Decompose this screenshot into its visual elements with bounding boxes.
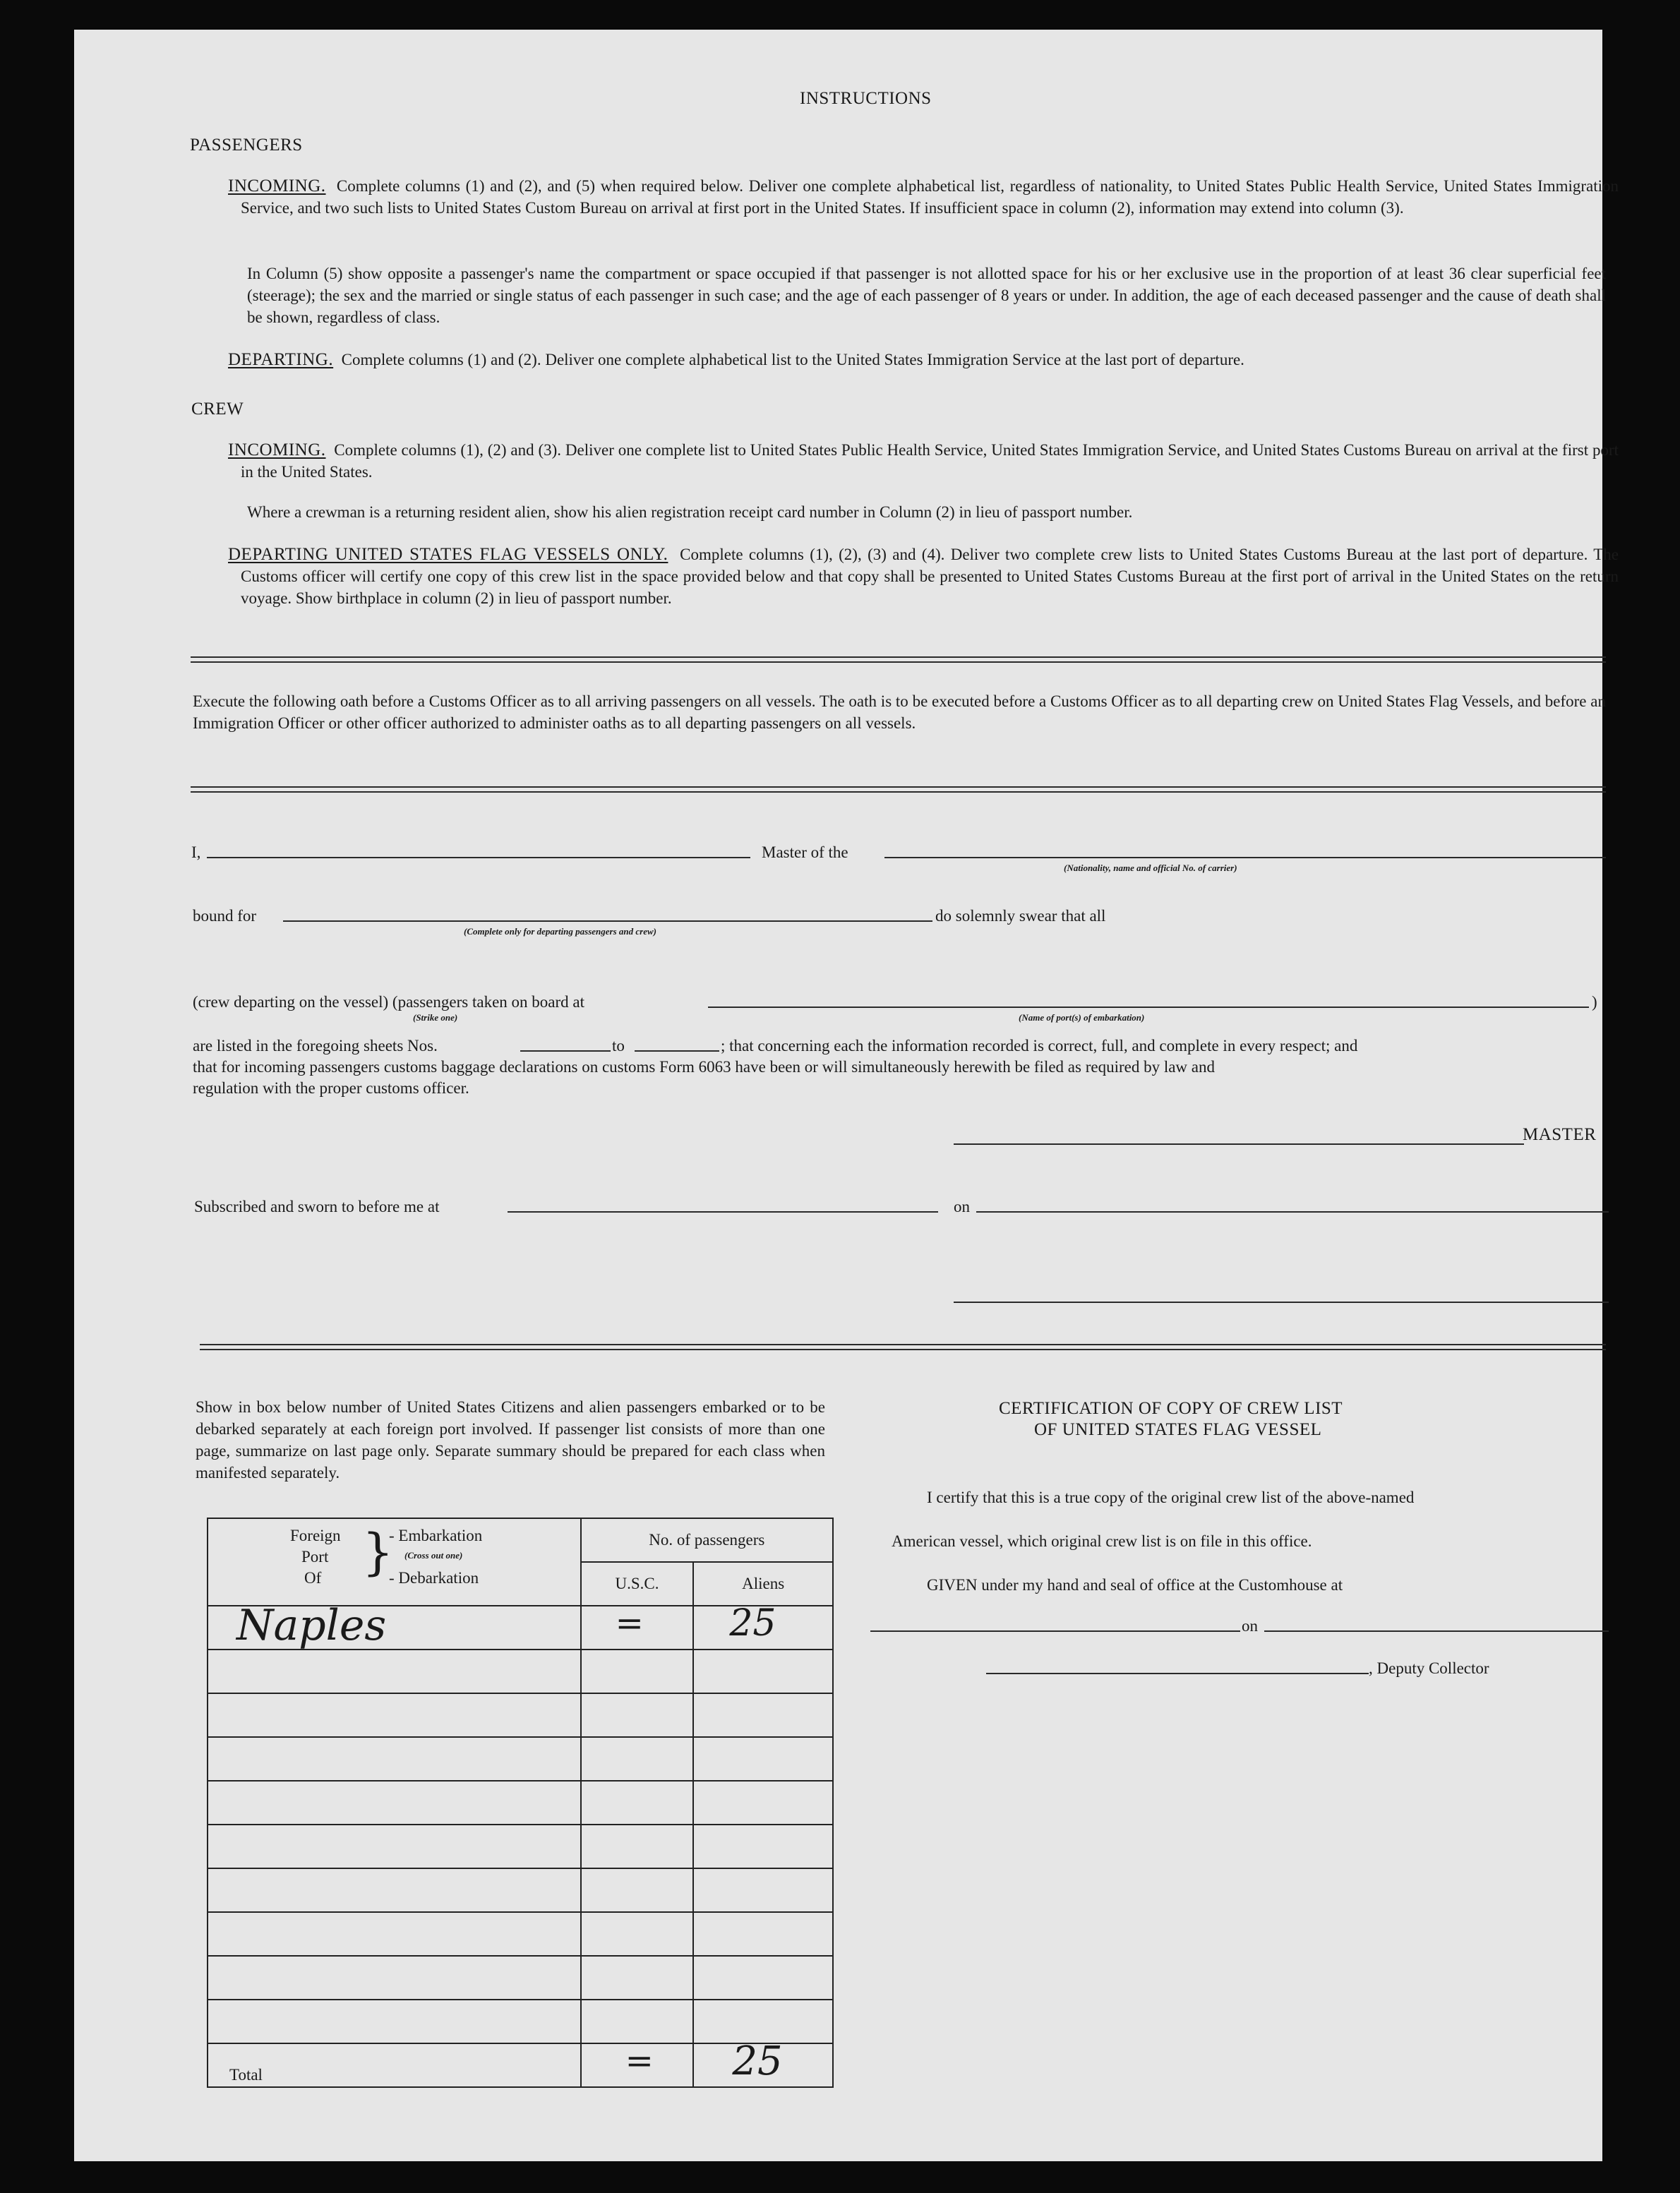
aliens-cell[interactable] xyxy=(693,1868,833,1912)
master-label: MASTER xyxy=(1523,1125,1597,1144)
given-line: GIVEN under my hand and seal of office at the Customhouse at xyxy=(927,1576,1343,1594)
deputy-collector-label: , Deputy Collector xyxy=(1369,1659,1489,1677)
total-label-cell xyxy=(208,2043,581,2087)
header-cross-out: (Cross out one) xyxy=(404,1550,463,1561)
customhouse-field[interactable] xyxy=(870,1630,1240,1632)
aliens-cell[interactable] xyxy=(693,1956,833,2000)
port-cell[interactable] xyxy=(208,1737,581,1781)
table-row xyxy=(208,1650,833,1693)
oath-subscribed: Subscribed and sworn to before me at xyxy=(194,1198,440,1215)
bracket-glyph: } xyxy=(362,1523,394,1581)
crew-heading: CREW xyxy=(191,399,244,419)
table-row xyxy=(208,1781,833,1825)
carrier-field[interactable] xyxy=(884,857,1606,858)
usc-cell[interactable] xyxy=(581,2000,694,2043)
oath-on-label: on xyxy=(954,1198,970,1215)
port-cell[interactable] xyxy=(208,1781,581,1825)
certification-title-line1: CERTIFICATION OF COPY OF CREW LIST xyxy=(999,1399,1343,1418)
crew-incoming-text: Complete columns (1), (2) and (3). Deliver one complete list to United States Public Health Service, United States Immigration Service, and United States Customs Bureau on arrival at the first port in the United States. xyxy=(241,441,1619,481)
oath-close-paren: ) xyxy=(1592,993,1597,1011)
port-cell[interactable] xyxy=(208,1650,581,1693)
table-row xyxy=(208,2000,833,2043)
port-name-handwritten: Naples xyxy=(236,1601,387,1650)
passengers-departing-text: Complete columns (1) and (2). Deliver one complete alphabetical list to the United States Immigration Service at the last port of departure. xyxy=(341,351,1244,368)
sheet-from-field[interactable] xyxy=(520,1050,611,1052)
passengers-incoming-text: Complete columns (1) and (2), and (5) when required below. Deliver one complete alphabetical list, regardless of nationality, to United States Public Health Service, United States Immigration Service, and two such lists to United States Custom Bureau on arrival at first port in the United States. If insufficient space in column (2), information may extend into column (3). xyxy=(241,177,1619,217)
master-signature-field[interactable] xyxy=(954,1143,1524,1145)
table-row xyxy=(208,1956,833,2000)
aliens-cell[interactable] xyxy=(693,1912,833,1956)
certification-title-line2: OF UNITED STATES FLAG VESSEL xyxy=(1034,1420,1322,1439)
aliens-cell[interactable] xyxy=(693,1650,833,1693)
crew-incoming-paragraph xyxy=(228,439,1619,483)
oath-listed-line3: regulation with the proper customs officer. xyxy=(193,1079,469,1097)
usc-cell[interactable] xyxy=(581,1912,694,1956)
document-page xyxy=(74,30,1619,2161)
usc-cell[interactable] xyxy=(581,1693,694,1737)
header-usc: U.S.C. xyxy=(581,1562,694,1606)
certification-on-label: on xyxy=(1242,1617,1258,1635)
passenger-summary-table xyxy=(207,1518,834,2088)
header-embarkation: - Embarkation xyxy=(389,1527,483,1544)
usc-cell[interactable] xyxy=(581,1650,694,1693)
crew-departing-flag-text: Complete columns (1), (2), (3) and (4). Deliver two complete crew lists to United States Customs Bureau at the last port of departure. The Customs officer will certify one copy of this crew list in the space provided below and that copy shall be presented to United States Customs Bureau at the first port of arrival in the United States on the return voyage. Show birthplace in column (2) in lieu of passport number. xyxy=(241,546,1619,607)
summary-header-row xyxy=(208,1518,833,1562)
usc-cell[interactable] xyxy=(581,1781,694,1825)
crew-incoming-label: INCOMING. xyxy=(228,440,326,459)
deputy-signature-field[interactable] xyxy=(986,1673,1369,1674)
passengers-incoming-label: INCOMING. xyxy=(228,176,326,196)
page-title: INSTRUCTIONS xyxy=(800,89,932,108)
sheet-to-field[interactable] xyxy=(635,1050,719,1052)
port-cell[interactable] xyxy=(208,1868,581,1912)
oath-listed-line2: that for incoming passengers customs baggage declarations on customs Form 6063 have been or will simultaneously herewith be filed as required by law and xyxy=(193,1058,1216,1076)
table-row xyxy=(208,1912,833,1956)
aliens-cell[interactable] xyxy=(693,1693,833,1737)
oath-intro: Execute the following oath before a Customs Officer as to all arriving passengers on all vessels. The oath is to be executed before a Customs Officer as to all departing crew on United States Flag Vessels, and before an Immigration Officer or other officer authorized to administer oaths as to all departing passengers on all vessels. xyxy=(193,692,1606,732)
port-cell[interactable] xyxy=(208,1601,581,1650)
oath-crew-departing: (crew departing on the vessel) (passengers taken on board at xyxy=(193,993,584,1011)
passengers-departing-label: DEPARTING. xyxy=(228,350,334,369)
oath-listed-to: to xyxy=(612,1037,625,1055)
table-row xyxy=(208,1606,833,1650)
header-aliens: Aliens xyxy=(693,1562,833,1606)
certification-date-field[interactable] xyxy=(1264,1630,1609,1632)
header-of: Of xyxy=(304,1569,322,1587)
port-cell[interactable] xyxy=(208,1825,581,1868)
aliens-cell[interactable] xyxy=(693,1737,833,1781)
header-port: Port xyxy=(301,1548,329,1566)
oath-listed-rest: ; that concerning each the information recorded is correct, full, and complete in every respect; and xyxy=(721,1037,1358,1055)
port-cell[interactable] xyxy=(208,1912,581,1956)
crew-departing-flag-paragraph xyxy=(228,543,1619,609)
certify-line2: American vessel, which original crew list is on file in this office. xyxy=(892,1532,1312,1550)
certify-line1: I certify that this is a true copy of the original crew list of the above-named xyxy=(927,1489,1415,1506)
total-label: Total xyxy=(229,2066,263,2084)
oath-i-label: I, xyxy=(191,843,201,861)
header-debarkation: - Debarkation xyxy=(389,1569,479,1587)
oath-divider xyxy=(191,786,1606,793)
ports-hint: (Name of port(s) of embarkation) xyxy=(1019,1012,1145,1023)
port-cell[interactable] xyxy=(208,1956,581,2000)
usc-cell[interactable] xyxy=(581,1737,694,1781)
oath-bound-for: bound for xyxy=(193,907,257,925)
passengers-departing-paragraph xyxy=(228,349,1606,371)
usc-cell[interactable] xyxy=(581,1956,694,2000)
lower-divider xyxy=(200,1344,1606,1350)
usc-value: = xyxy=(615,1604,644,1643)
section-divider xyxy=(191,656,1606,663)
total-aliens-cell[interactable] xyxy=(693,2038,833,2087)
total-usc-value: = xyxy=(625,2041,654,2081)
oath-master-of-the: Master of the xyxy=(762,843,848,861)
aliens-value: 25 xyxy=(729,1602,776,1645)
oath-do-swear: do solemnly swear that all xyxy=(935,907,1106,925)
table-row xyxy=(208,1693,833,1737)
port-header-cell xyxy=(208,1518,581,1606)
sworn-date-field[interactable] xyxy=(976,1211,1609,1213)
usc-cell[interactable] xyxy=(581,1606,694,1650)
summary-instructions: Show in box below number of United States Citizens and alien passengers embarked or to be debarked separately at each foreign port involved. If passenger list consists of more than one page, summarize on last page only. Separate summary should be prepared for each class when manifested separately. xyxy=(196,1398,825,1482)
total-usc-cell[interactable] xyxy=(581,2043,694,2087)
total-row xyxy=(208,2043,833,2087)
port-cell[interactable] xyxy=(208,2000,581,2043)
master-name-field[interactable] xyxy=(207,857,750,858)
port-cell[interactable] xyxy=(208,1693,581,1737)
aliens-cell[interactable] xyxy=(693,1825,833,1868)
nationality-hint: (Nationality, name and official No. of carrier) xyxy=(1064,863,1237,873)
aliens-cell[interactable] xyxy=(693,2000,833,2043)
bound-hint: (Complete only for departing passengers and crew) xyxy=(464,926,656,937)
oath-listed-prefix: are listed in the foregoing sheets Nos. xyxy=(193,1037,438,1055)
strike-one-hint: (Strike one) xyxy=(413,1012,458,1023)
passengers-column5-paragraph: In Column (5) show opposite a passenger's name the compartment or space occupied if that passenger is not allotted space for his or her exclusive use in the proportion of at least 36 clear superficial feet (steerage); the sex and the married or single status of each passenger in such case; and the age of each passenger of 8 years or under. In addition, the age of each deceased passenger and the cause of death shall be shown, regardless of class. xyxy=(247,265,1606,326)
crew-departing-flag-label: DEPARTING UNITED STATES FLAG VESSELS ONLY. xyxy=(228,545,668,564)
passengers-heading: PASSENGERS xyxy=(190,136,303,155)
header-foreign: Foreign xyxy=(290,1527,341,1544)
aliens-cell[interactable] xyxy=(693,1602,833,1650)
total-aliens-value: 25 xyxy=(732,2038,783,2084)
officer-signature-field[interactable] xyxy=(954,1302,1609,1303)
usc-cell[interactable] xyxy=(581,1868,694,1912)
passengers-incoming-paragraph xyxy=(228,175,1619,219)
usc-cell[interactable] xyxy=(581,1825,694,1868)
sworn-place-field[interactable] xyxy=(508,1211,938,1213)
table-row xyxy=(208,1825,833,1868)
bound-for-field[interactable] xyxy=(283,920,932,922)
table-row xyxy=(208,1868,833,1912)
crew-alien-note: Where a crewman is a returning resident alien, show his alien registration receipt card number in Column (2) in lieu of passport number. xyxy=(247,503,1133,521)
aliens-cell[interactable] xyxy=(693,1781,833,1825)
ports-of-embarkation-field[interactable] xyxy=(708,1007,1589,1008)
header-no-passengers: No. of passengers xyxy=(581,1518,833,1562)
table-row xyxy=(208,1737,833,1781)
